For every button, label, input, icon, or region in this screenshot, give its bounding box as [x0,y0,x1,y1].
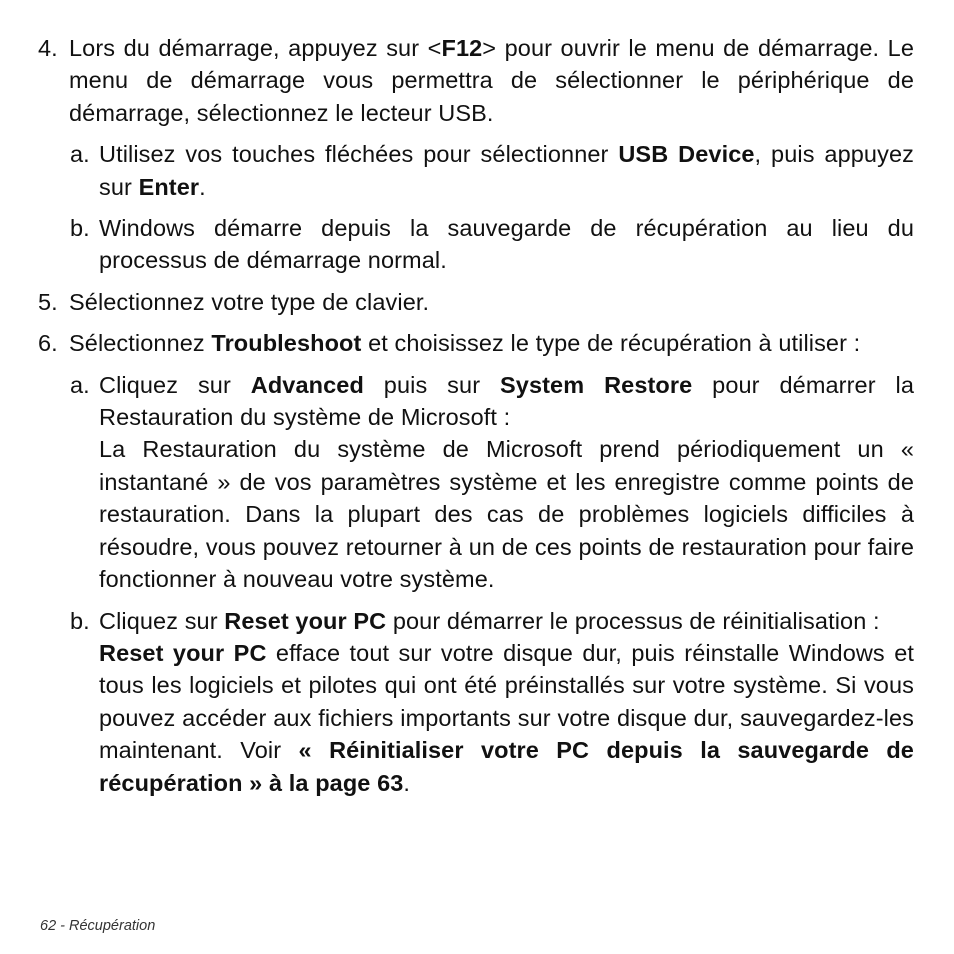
step-text: puis sur [363,371,500,398]
step-text: Cliquez sur [99,371,251,398]
step-paragraph [99,605,914,637]
step-number: 4. [38,35,58,61]
key-enter: Enter [138,173,200,200]
step-text: Utilisez vos touches fléchées pour sélectionner [99,141,619,168]
step-text: Cliquez sur [99,607,225,634]
step-text: . [199,173,206,200]
substep-letter: b. [70,215,90,242]
step-text: , puis appuyez sur [99,141,914,200]
step-text: et choisissez le type de récupération à utiliser : [361,330,861,357]
page-footer: 62 - Récupération [40,918,156,934]
step-text: Sélectionnez [69,330,212,357]
cross-reference-link[interactable]: « Réinitialiser votre PC depuis la sauvegarde de récupération » à la page 63 [99,737,914,796]
step-4 [38,32,914,129]
step-text: > pour ouvrir le menu de démarrage. Le menu de démarrage vous permettra de sélectionner le périphérique de démarrage, sélectionnez le lecteur USB. [69,35,914,126]
step-6b [38,605,914,799]
step-paragraph [99,369,914,434]
term-advanced: Advanced [250,371,364,398]
step-text: pour démarrer la Restauration du système de Microsoft : [99,371,914,431]
step-number: 5. [38,288,58,315]
step-text: pour démarrer le processus de réinitialisation : [386,607,880,634]
step-text: Lors du démarrage, appuyez sur < [69,35,442,61]
term-reset-your-pc: Reset your PC [99,639,267,666]
step-6a [38,369,914,596]
instructions-list [38,32,914,808]
step-6 [38,327,914,359]
step-text: . [403,769,411,796]
step-4a [38,138,914,203]
step-text: efface tout sur votre disque dur, puis réinstalle Windows et tous les logiciels et pilotes qui ont été préinstallés sur votre système. Si vous pouvez accéder aux fichiers importants sur votre disque dur, sauvegardez-les maintenant. Voir [99,639,914,764]
substep-letter: a. [70,141,90,168]
step-5 [38,286,914,318]
step-text: Sélectionnez votre type de clavier. [69,288,430,315]
key-f12: F12 [441,35,483,61]
term-reset-your-pc: Reset your PC [224,607,387,634]
term-troubleshoot: Troubleshoot [211,330,362,357]
step-text: Windows démarre depuis la sauvegarde de récupération au lieu du processus de démarrage normal. [99,215,914,274]
step-explanation: La Restauration du système de Microsoft prend périodiquement un « instantané » de vos paramètres système et les enregistre comme points de restauration. Dans la plupart des cas de problèmes logiciels difficiles à résoudre, vous pouvez retourner à un de ces points de restauration pour faire fonctionner à nouveau votre système. [99,436,914,593]
term-usb-device: USB Device [618,141,755,168]
substep-letter: b. [70,607,90,634]
step-explanation [99,637,914,799]
step-4b [38,212,914,277]
substep-letter: a. [70,371,90,398]
term-system-restore: System Restore [500,371,693,398]
step-number: 6. [38,330,58,357]
